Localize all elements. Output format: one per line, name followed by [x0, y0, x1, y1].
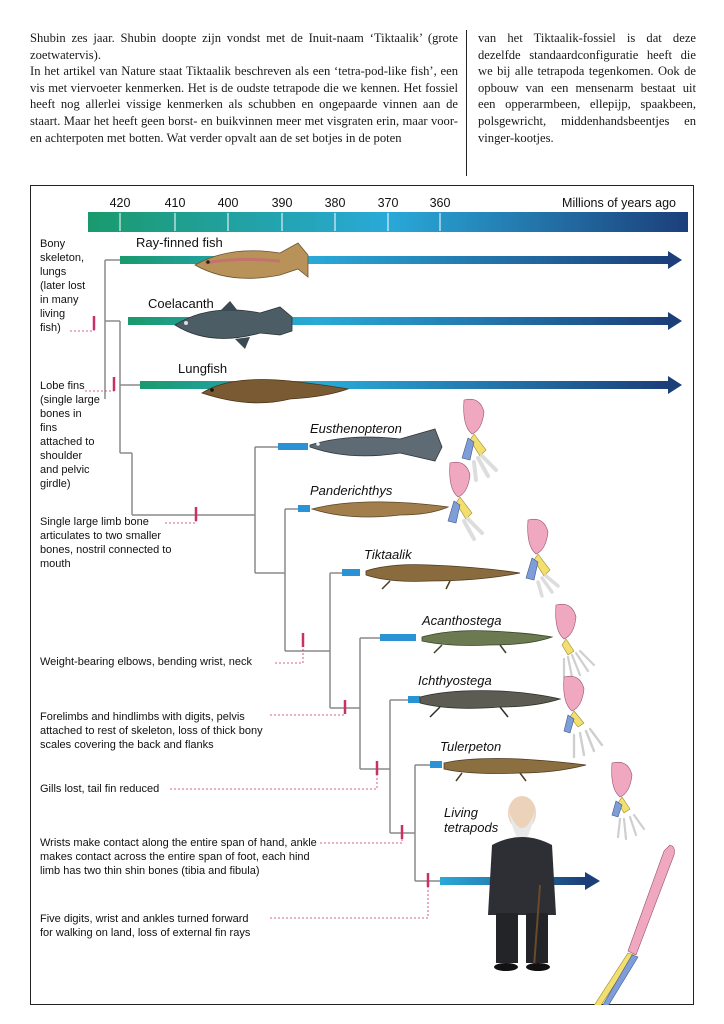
annotation-five-digits: Five digits, wrist and ankles turned forward for walking on land, loss of external fin rays [40, 913, 251, 939]
article-column-right [478, 30, 696, 146]
tick-label: 360 [429, 196, 451, 210]
annotation-weight-bearing-elbows: Weight-bearing elbows, bending wrist, neck [40, 656, 252, 668]
annotation-lobe-fins: Lobe fins (single large bones in fins attached to shoulder and pelvic girdle) [40, 380, 100, 490]
tick-label: 410 [164, 196, 186, 210]
tick-label: 370 [377, 196, 399, 210]
human-arm-illustration [558, 845, 675, 1005]
column-divider [466, 30, 467, 176]
taxon-label-coelacanth: Coelacanth [148, 296, 214, 311]
taxon-label-lungfish: Lungfish [178, 361, 228, 376]
taxon-label-tulerpeton: Tulerpeton [440, 739, 502, 754]
annotation-single-limb-bone: Single large limb bone articulates to two smaller bones, nostril connected to mouth [40, 516, 172, 570]
tulerpeton-illustration [444, 759, 586, 782]
annotation-gills-lost: Gills lost, tail fin reduced [40, 783, 160, 795]
ichthyostega-illustration [420, 691, 560, 717]
tiktaalik-illustration [366, 565, 520, 589]
taxon-label-panderichthys: Panderichthys [310, 483, 393, 498]
taxon-label-tiktaalik: Tiktaalik [364, 547, 412, 562]
tick-label: 380 [324, 196, 346, 210]
timescale-unit-label: Millions of years ago [562, 196, 676, 210]
acanthostega-illustration [422, 631, 552, 653]
paragraph: van het Tiktaalik-fossiel is dat deze dezelfde standaardconfiguratie heeft die we bij alle tetrapoda tegenkomen. Ook de opbouw van een mensenarm bestaat uit een opperarmbeen, ellepijp, spaakbeen, polsgewricht, middenhandsbeentjes en vinger-kootjes. [478, 31, 696, 145]
article-column-left [30, 30, 458, 146]
tick-label: 400 [217, 196, 239, 210]
paragraph: Shubin zes jaar. Shubin doopte zijn vondst met de Inuit-naam ‘Tiktaalik’ (grote zoetwatervis). [30, 31, 458, 62]
tick-label: 420 [109, 196, 131, 210]
annotation-wrists-contact: Wrists make contact along the entire span of hand, ankle makes contact across the entire span of foot, each hind limb has two thin shin bones (tibia and fibula) [40, 837, 317, 877]
figure-drawing [30, 185, 694, 1005]
taxon-label-eusthenopteron: Eusthenopteron [310, 421, 402, 436]
tick-label: 390 [271, 196, 293, 210]
evolution-figure [30, 185, 694, 1005]
annotation-bony-skeleton: Bony skeleton, lungs (later lost in many living fish) [40, 238, 86, 334]
annotation-leaders [70, 325, 428, 918]
annotation-forelimbs-hindlimbs: Forelimbs and hindlimbs with digits, pelvis attached to rest of skeleton, loss of thick bony scales covering the back and flanks [40, 711, 263, 751]
taxon-label-acanthostega: Acanthostega [422, 613, 502, 628]
taxon-label-ray-finned-fish: Ray-finned fish [136, 235, 223, 250]
paragraph: In het artikel van Nature staat Tiktaalik beschreven als een ‘tetra-pod-like fish’, een vis met viervoeter kenmerken. Het is de oudste tetrapode die we kennen. Het fossiel heeft nog allerlei vissige kenmerken als schubben en ongepaarde vinnen aan de staart. Maar het heeft geen borst- en buikvinnen meer met visgraten erin, maar voor- en achterpoten met botten. Wat verder opvalt aan de set botjes in de poten [30, 64, 458, 145]
taxon-label-ichthyostega: Ichthyostega [418, 673, 492, 688]
taxon-label-living-tetrapods: Living tetrapods [444, 805, 499, 835]
panderichthys-illustration [312, 502, 448, 517]
